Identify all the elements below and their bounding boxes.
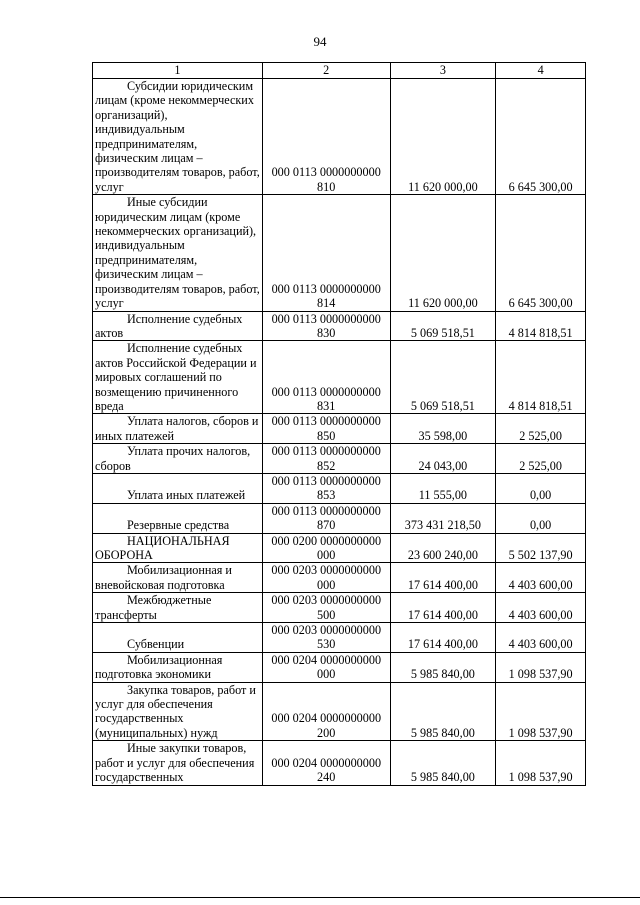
row-value-col4-cell: 4 814 818,51 — [496, 341, 586, 414]
row-name-cell: Иные субсидии юридическим лицам (кроме некоммерческих организаций), индивидуальным предпринимателям, физическим лицам – производителям товаров, работ, услуг — [93, 195, 263, 311]
table-row — [93, 444, 586, 474]
row-value-col3-cell: 35 598,00 — [390, 414, 496, 444]
row-value-col4-cell: 4 403 600,00 — [496, 563, 586, 593]
row-name-cell: НАЦИОНАЛЬНАЯ ОБОРОНА — [93, 533, 263, 563]
row-code-cell: 000 0204 0000000000 240 — [262, 741, 390, 785]
table-row — [93, 623, 586, 653]
row-name-cell: Уплата прочих налогов, сборов — [93, 444, 263, 474]
budget-table — [92, 62, 586, 786]
row-name-cell: Исполнение судебных актов — [93, 311, 263, 341]
row-code-cell: 000 0113 0000000000 810 — [262, 79, 390, 195]
table-header-row — [93, 63, 586, 79]
column-header-4: 4 — [496, 63, 586, 79]
row-name-cell: Уплата иных платежей — [93, 473, 263, 503]
row-value-col3-cell: 24 043,00 — [390, 444, 496, 474]
table-row — [93, 79, 586, 195]
table-row — [93, 533, 586, 563]
row-code-cell: 000 0203 0000000000 500 — [262, 593, 390, 623]
row-code-cell: 000 0204 0000000000 000 — [262, 652, 390, 682]
table-row — [93, 311, 586, 341]
table-row — [93, 414, 586, 444]
row-value-col3-cell: 373 431 218,50 — [390, 503, 496, 533]
column-header-2: 2 — [262, 63, 390, 79]
row-value-col4-cell: 6 645 300,00 — [496, 79, 586, 195]
row-name-cell: Иные закупки товаров, работ и услуг для обеспечения государственных — [93, 741, 263, 785]
row-value-col4-cell: 4 403 600,00 — [496, 593, 586, 623]
table-row — [93, 563, 586, 593]
row-code-cell: 000 0113 0000000000 814 — [262, 195, 390, 311]
row-name-cell: Уплата налогов, сборов и иных платежей — [93, 414, 263, 444]
row-code-cell: 000 0113 0000000000 850 — [262, 414, 390, 444]
table-row — [93, 741, 586, 785]
row-name-cell: Резервные средства — [93, 503, 263, 533]
row-value-col4-cell: 0,00 — [496, 473, 586, 503]
row-value-col4-cell: 2 525,00 — [496, 414, 586, 444]
table-row — [93, 652, 586, 682]
row-name-cell: Исполнение судебных актов Российской Федерации и мировых соглашений по возмещению причиненного вреда — [93, 341, 263, 414]
row-code-cell: 000 0113 0000000000 853 — [262, 473, 390, 503]
row-value-col4-cell: 0,00 — [496, 503, 586, 533]
row-value-col4-cell: 6 645 300,00 — [496, 195, 586, 311]
row-code-cell: 000 0113 0000000000 852 — [262, 444, 390, 474]
row-code-cell: 000 0203 0000000000 000 — [262, 563, 390, 593]
column-header-3: 3 — [390, 63, 496, 79]
table-row — [93, 593, 586, 623]
table-row — [93, 341, 586, 414]
row-value-col4-cell: 1 098 537,90 — [496, 652, 586, 682]
row-value-col4-cell: 5 502 137,90 — [496, 533, 586, 563]
column-header-1: 1 — [93, 63, 263, 79]
row-code-cell: 000 0200 0000000000 000 — [262, 533, 390, 563]
row-code-cell: 000 0113 0000000000 870 — [262, 503, 390, 533]
row-name-cell: Мобилизационная и вневойсковая подготовка — [93, 563, 263, 593]
row-value-col3-cell: 5 985 840,00 — [390, 652, 496, 682]
row-value-col3-cell: 11 620 000,00 — [390, 79, 496, 195]
row-name-cell: Субсидии юридическим лицам (кроме некоммерческих организаций), индивидуальным предпринимателям, физическим лицам – производителям товаров, работ, услуг — [93, 79, 263, 195]
row-value-col3-cell: 5 069 518,51 — [390, 311, 496, 341]
page-bottom-rule — [0, 897, 640, 898]
row-value-col4-cell: 4 814 818,51 — [496, 311, 586, 341]
table-row — [93, 473, 586, 503]
row-value-col3-cell: 17 614 400,00 — [390, 563, 496, 593]
row-name-cell: Межбюджетные трансферты — [93, 593, 263, 623]
row-value-col4-cell: 2 525,00 — [496, 444, 586, 474]
row-value-col4-cell: 4 403 600,00 — [496, 623, 586, 653]
table-row — [93, 195, 586, 311]
row-name-cell: Мобилизационная подготовка экономики — [93, 652, 263, 682]
table-row — [93, 682, 586, 741]
row-value-col3-cell: 5 985 840,00 — [390, 682, 496, 741]
row-code-cell: 000 0113 0000000000 830 — [262, 311, 390, 341]
row-value-col3-cell: 11 620 000,00 — [390, 195, 496, 311]
row-name-cell: Субвенции — [93, 623, 263, 653]
row-value-col3-cell: 17 614 400,00 — [390, 623, 496, 653]
row-code-cell: 000 0204 0000000000 200 — [262, 682, 390, 741]
table-row — [93, 503, 586, 533]
row-value-col3-cell: 5 069 518,51 — [390, 341, 496, 414]
row-value-col3-cell: 17 614 400,00 — [390, 593, 496, 623]
page-number: 94 — [313, 34, 327, 49]
row-value-col4-cell: 1 098 537,90 — [496, 741, 586, 785]
row-code-cell: 000 0203 0000000000 530 — [262, 623, 390, 653]
row-value-col3-cell: 11 555,00 — [390, 473, 496, 503]
row-value-col3-cell: 5 985 840,00 — [390, 741, 496, 785]
row-value-col4-cell: 1 098 537,90 — [496, 682, 586, 741]
row-code-cell: 000 0113 0000000000 831 — [262, 341, 390, 414]
row-name-cell: Закупка товаров, работ и услуг для обеспечения государственных (муниципальных) нужд — [93, 682, 263, 741]
row-value-col3-cell: 23 600 240,00 — [390, 533, 496, 563]
